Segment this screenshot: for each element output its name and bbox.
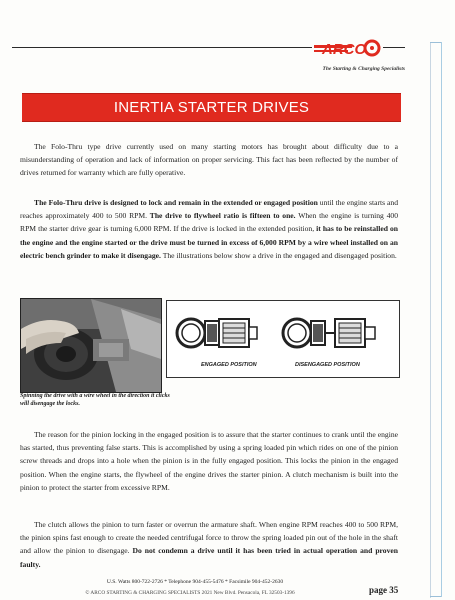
paragraph-3: [20, 428, 398, 494]
arco-logo: [312, 36, 384, 60]
wire-wheel-photo-image: [21, 299, 161, 392]
header-rule-right: [383, 47, 405, 48]
footer-address: © ARCO STARTING & CHARGING SPECIALISTS 2021 New Blvd. Pensacola, FL 32503-1396: [85, 590, 295, 596]
header-tagline: The Starting & Charging Specialists: [322, 66, 405, 72]
paragraph-2-text-2: When the engine is turning 400 RPM the starter drive gear is turning 6,000 RPM. If the drive is locked in the extended position,: [20, 211, 398, 234]
paragraph-2-text-3: The illustrations below show a drive in the engaged and disengaged position.: [160, 250, 397, 260]
paragraph-4-bold: Do not condemn a drive until it has been tried in actual operation and proven faulty.: [20, 546, 398, 569]
paragraph-1: [20, 140, 398, 180]
page-edge-line: [430, 42, 431, 598]
paragraph-2-bold-3: it has to be reinstalled on the engine and the engine started or the drive must be turned in excess of 6,000 RPM by a wire wheel installed on an electric bench grinder to make it disengage.: [20, 224, 398, 260]
paragraph-3-text: The reason for the pinion locking in the engaged position is to assure that the starter continues to crank until the engine has started, thus preventing false starts. This is accomplished by using a spring loaded pin which rides on one of the pinion screw threads and drops into a hole when the pinion is in the fully engaged position. This locks the pinion in the engaged position. When the engine starts, the flywheel of the engine drives the starter pinion. A clutch mechanism is built into the pinion to protect the starter from excessive RPM.: [20, 430, 398, 492]
paragraph-1-text: The Folo-Thru type drive currently used on many starting motors has brought about difficulty due to a misunderstanding of operation and lack of information on proper servicing. This fact has been reflected by the number of drives returned for warranty which are fully operative.: [20, 142, 398, 178]
paragraph-2-text-1: until the engine starts and reaches approximately 400 to 500 RPM.: [20, 198, 398, 221]
engaged-position-label: ENGAGED POSITION: [201, 362, 257, 368]
page-edge-blue-line: [441, 42, 442, 597]
paragraph-4: [20, 518, 398, 571]
engaged-drive-illustration: [177, 319, 257, 347]
paragraph-2-bold-1: The Folo-Thru drive is designed to lock and remain in the extended or engaged position: [34, 198, 318, 207]
disengaged-drive-illustration: [283, 319, 375, 347]
logo-text: ARCO: [322, 41, 367, 58]
paragraph-4-text: The clutch allows the pinion to turn faster or overrun the armature shaft. When engine RPM reaches 400 to 500 RPM, the pinion spins fast enough to create the needed centrifugal force to throw the spring loaded pin out of the hole in the shaft and allow the pinion to disengage.: [20, 520, 398, 556]
footer-contact: U.S. Watts 800-722-2726 * Telephone 904-455-5476 * Facsimile 904-452-2630: [106, 579, 284, 585]
section-title: INERTIA STARTER DRIVES: [113, 99, 310, 116]
section-banner: [22, 93, 401, 122]
header-rule-left: [12, 47, 312, 48]
page-number: page 35: [369, 585, 399, 595]
paragraph-2-bold-2: The drive to flywheel ratio is fifteen to one.: [149, 211, 296, 221]
paragraph-2: [20, 196, 398, 262]
photo-caption: Spinning the drive with a wire wheel in the direction it clicks will disengage the locks.: [20, 393, 170, 407]
disengaged-position-label: DISENGAGED POSITION: [295, 362, 360, 368]
wire-wheel-photo: [20, 298, 162, 393]
